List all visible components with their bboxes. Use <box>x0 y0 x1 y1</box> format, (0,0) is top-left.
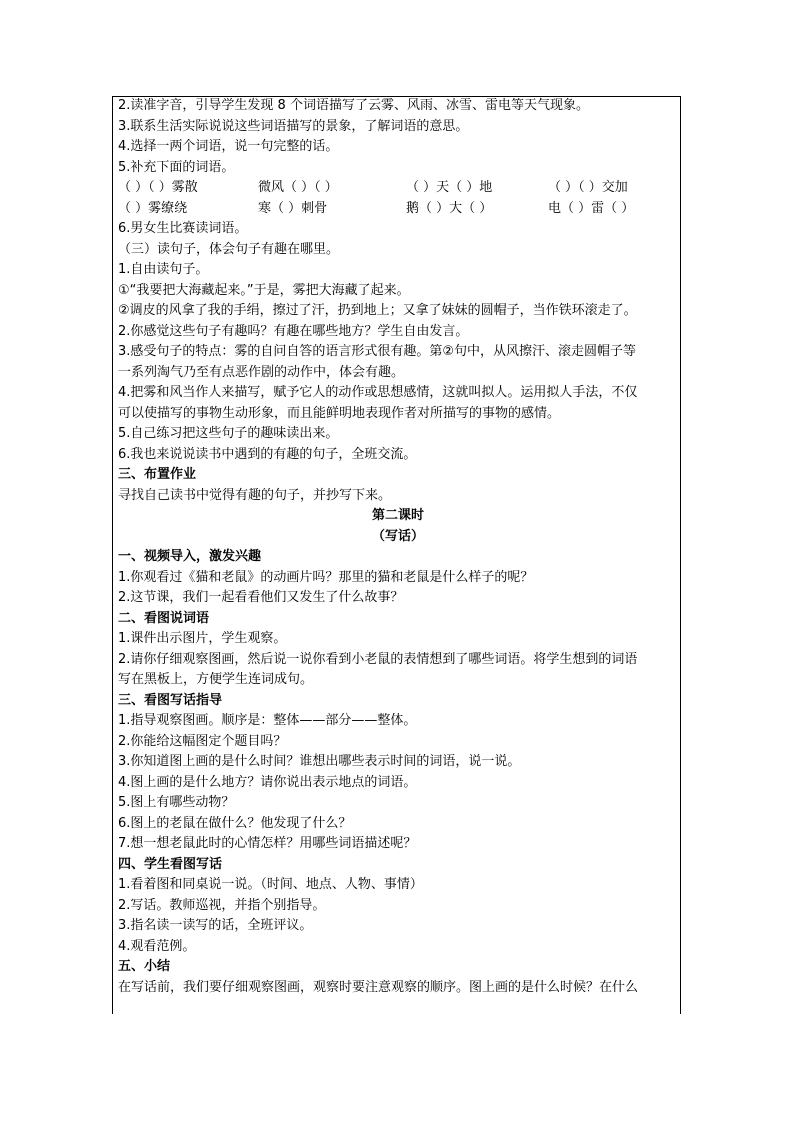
fill-in-item: （ ）雾缭绕 <box>118 200 188 216</box>
section-heading-video-intro: 一、视频导入，激发兴趣 <box>118 549 262 564</box>
fill-in-row <box>118 178 678 199</box>
fill-in-item: 寒（ ）刺骨 <box>258 200 328 216</box>
fill-in-item: 微风（ ）（ ） <box>258 180 338 195</box>
text-line: 2.请你仔细观察图画，然后说一说你看到小老鼠的表情想到了哪些词语。将学生想到的词语 <box>118 651 638 667</box>
fill-in-item: （ ）（ ）雾散 <box>118 180 198 195</box>
text-line: 3.联系生活实际说说这些词语描写的景象，了解词语的意思。 <box>118 118 469 134</box>
text-line: 1.自由读句子。 <box>118 262 209 277</box>
text-line: 在写话前，我们要仔细观察图画，观察时要注意观察的顺序。图上画的是什么时候？在什么 <box>118 979 639 995</box>
text-line: 可以使描写的事物生动形象，而且能鲜明地表现作者对所描写的事物的感情。 <box>118 405 561 421</box>
text-line: 6.我也来说说读书中遇到的有趣的句子，全班交流。 <box>118 446 417 462</box>
text-line: 2.写话。教师巡视，并指个别指导。 <box>118 897 326 913</box>
text-line: 一系列淘气乃至有点恶作剧的动作中，体会有趣。 <box>118 364 405 380</box>
text-line: 3.你知道图上画的是什么时间？谁想出哪些表示时间的词语，说一说。 <box>118 754 521 769</box>
fill-in-row <box>118 199 678 220</box>
section-heading-summary: 五、小结 <box>118 959 171 974</box>
text-line: 写在黑板上，方便学生连词成句。 <box>118 672 314 687</box>
lesson-plan-content <box>118 96 678 998</box>
text-line: 4.选择一两个词语，说一句完整的话。 <box>118 139 339 154</box>
text-line: 1.指导观察图画。顺序是：整体——部分——整体。 <box>118 713 417 728</box>
section-heading-student-writing: 四、学生看图写话 <box>118 856 223 872</box>
text-line: 6.图上的老鼠在做什么？他发现了什么？ <box>118 815 352 831</box>
text-line: 7.想一想老鼠此时的心情怎样？用哪些词语描述呢？ <box>118 836 417 851</box>
section-heading-writing-guide: 三、看图写话指导 <box>118 692 223 708</box>
text-line: 5.补充下面的词语。 <box>118 159 235 175</box>
text-line: 2.读准字音，引导学生发现 8 个词语描写了云雾、风雨、冰雪、雷电等天气现象。 <box>118 98 589 113</box>
text-line: 3.感受句子的特点：雾的自问自答的语言形式很有趣。第②句中，从风擦汗、滚走圆帽子等 <box>118 344 637 359</box>
text-line: 6.男女生比赛读词语。 <box>118 221 248 236</box>
text-line: 5.自己练习把这些句子的趣味读出来。 <box>118 426 339 441</box>
text-line: 寻找自己读书中觉得有趣的句子，并抄写下来。 <box>118 487 392 503</box>
text-line: 3.指名读一读写的话，全班评议。 <box>118 918 313 933</box>
text-line: 2.你感觉这些句子有趣吗？有趣在哪些地方？学生自由发言。 <box>118 323 469 339</box>
text-line: 2.这节课，我们一起看看他们又发生了什么故事？ <box>118 590 404 605</box>
text-line: 4.图上画的是什么地方？请你说出表示地点的词语。 <box>118 774 417 790</box>
lesson-subtitle: （写话） <box>371 528 424 544</box>
text-line: 5.图上有哪些动物？ <box>118 795 235 810</box>
section-heading-homework: 三、布置作业 <box>118 467 197 482</box>
fill-in-item: 鹅（ ）大（ ） <box>406 200 493 216</box>
fill-in-item: （ ）（ ）交加 <box>548 180 628 195</box>
text-line: 4.把雾和风当作人来描写，赋予它人的动作或思想感情，这就叫拟人。运用拟人手法，不仅 <box>118 385 638 400</box>
text-line: ①“我要把大海藏起来。”于是，雾把大海藏了起来。 <box>118 282 410 298</box>
text-line: ②调皮的风拿了我的手绢，擦过了汗，扔到地上；又拿了妹妹的圆帽子，当作铁环滚走了。 <box>118 303 637 318</box>
fill-in-item: （ ）天（ ）地 <box>406 180 493 195</box>
text-line: 1.你观看过《猫和老鼠》的动画片吗？那里的猫和老鼠是什么样子的呢？ <box>118 569 534 585</box>
section-heading-picture-words: 二、看图说词语 <box>118 610 210 626</box>
lesson-title: 第二课时 <box>371 508 424 523</box>
text-line: （三）读句子，体会句子有趣在哪里。 <box>118 241 340 257</box>
text-line: 2.你能给这幅图定个题目吗？ <box>118 733 287 749</box>
text-line: 1.课件出示图片，学生观察。 <box>118 631 287 646</box>
fill-in-item: 电（ ）雷（ ） <box>548 200 635 216</box>
text-line: 1.看着图和同桌说一说。（时间、地点、人物、事情） <box>118 877 423 892</box>
text-line: 4.观看范例。 <box>118 938 196 954</box>
